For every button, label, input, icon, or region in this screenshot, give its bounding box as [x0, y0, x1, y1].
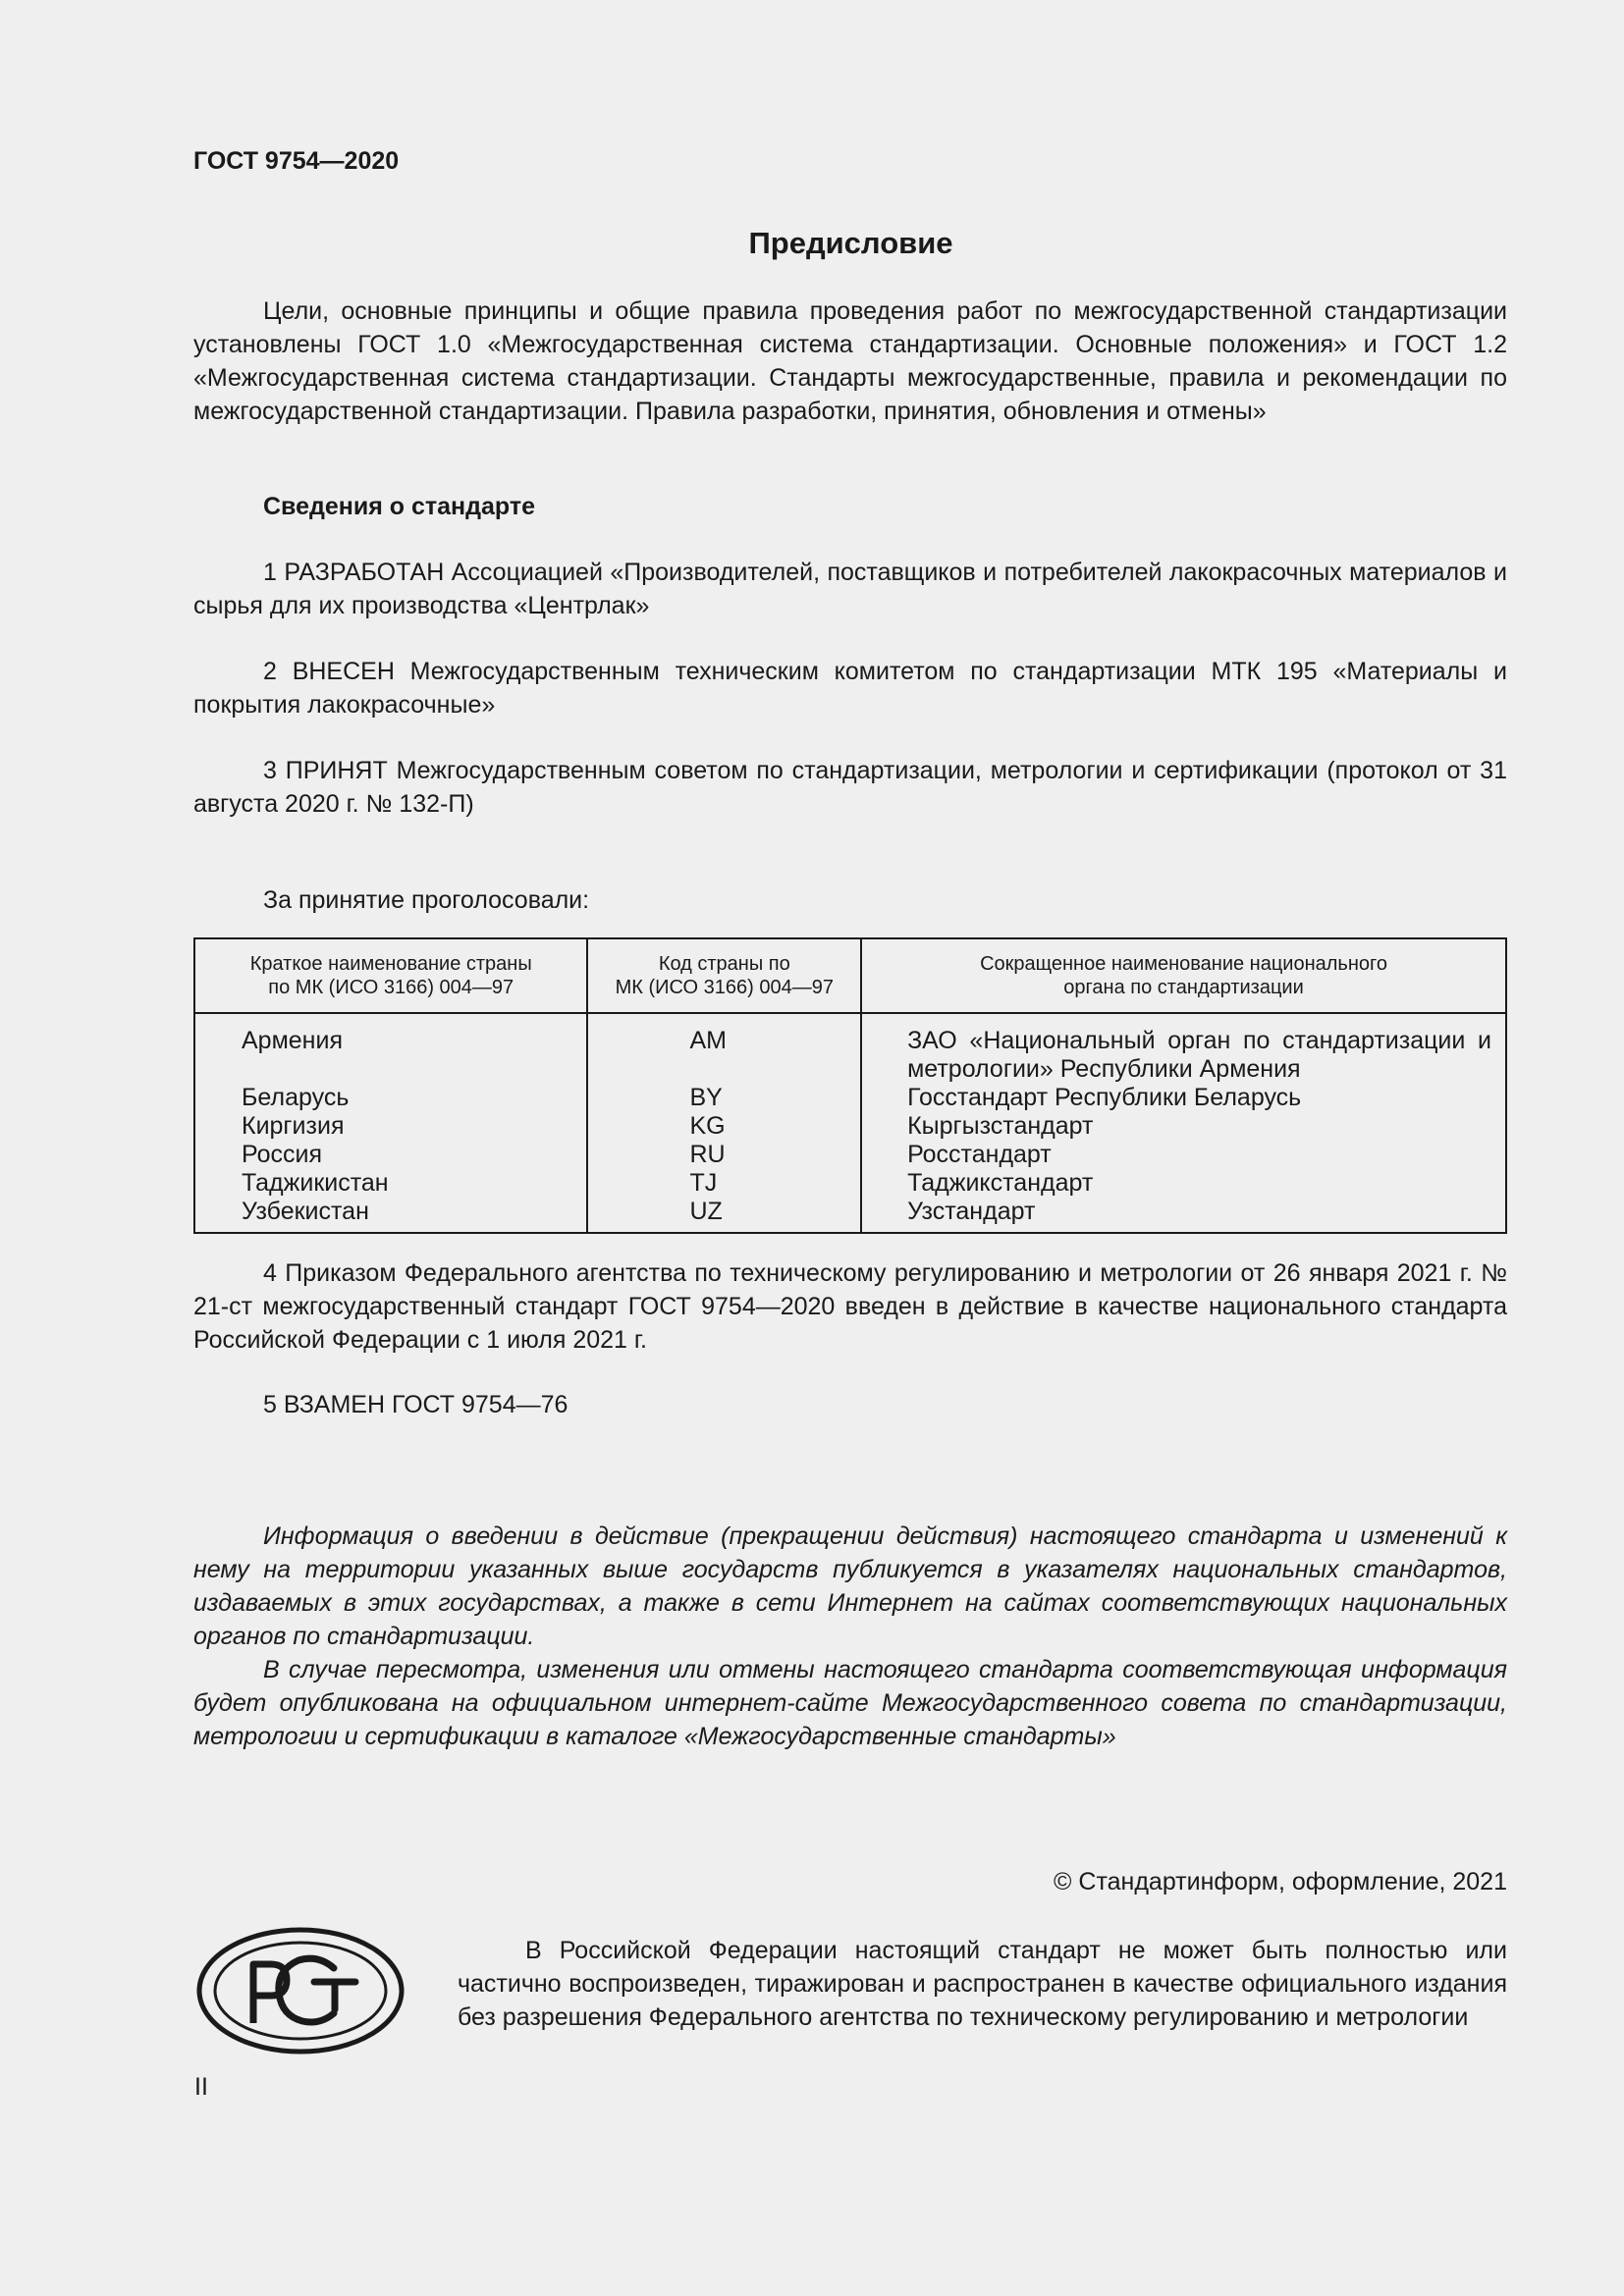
item-developed: 1 РАЗРАБОТАН Ассоциацией «Производителей, поставщиков и потребителей лакокрасочных материалов и сырья для их производства «Центрлак» [193, 559, 1507, 619]
page-title: Предисловие [748, 226, 953, 260]
header-code-line1: Код страны по [658, 953, 790, 975]
table-row [194, 1112, 1506, 1141]
country-cell: Таджикистан [194, 1169, 587, 1198]
info-block [193, 1520, 1507, 1753]
org-cell: Госстандарт Республики Беларусь [861, 1084, 1506, 1112]
copyright-notice: © Стандартинформ, оформление, 2021 [1054, 1868, 1507, 1896]
code-cell: UZ [587, 1198, 861, 1233]
org-cell: Кыргызстандарт [861, 1112, 1506, 1141]
header-code-line2: МК (ИСО 3166) 004—97 [615, 977, 834, 998]
table-row [194, 1084, 1506, 1112]
code-cell: AM [587, 1013, 861, 1084]
info-paragraph-revision: В случае пересмотра, изменения или отмены настоящего стандарта соответствующая информация будет опубликована на официальном интернет-сайте Межгосударственного совета по стандартизации, метрологии и сертификации в каталоге «Межгосударственные стандарты» [193, 1656, 1507, 1750]
header-org [861, 938, 1506, 1013]
info-paragraph-publication: Информация о введении в действие (прекращении действия) настоящего стандарта и изменений к нему на территории указанных выше государств публикуется в указателях национальных стандартов, издаваемых в этих государствах, а также в сети Интернет на сайтах соответствующих национальных органов по стандартизации. [193, 1522, 1507, 1650]
vote-label: За принятие проголосовали: [263, 886, 590, 914]
code-cell: RU [587, 1141, 861, 1169]
table-row [194, 1198, 1506, 1233]
intro-paragraph: Цели, основные принципы и общие правила проведения работ по межгосударственной стандартизации установлены ГОСТ 1.0 «Межгосударственная система стандартизации. Основные положения» и ГОСТ 1.2 «Межгосударственная система стандартизации. Стандарты межгосударственные, правила и рекомендации по межгосударственной стандартизации. Правила разработки, принятия, обновления и отмены» [193, 297, 1507, 425]
org-cell: Росстандарт [861, 1141, 1506, 1169]
table-row [194, 1141, 1506, 1169]
document-code: ГОСТ 9754—2020 [193, 147, 400, 175]
item-adopted: 3 ПРИНЯТ Межгосударственным советом по стандартизации, метрологии и сертификации (протокол от 31 августа 2020 г. № 132-П) [193, 757, 1507, 818]
code-cell: KG [587, 1112, 861, 1141]
country-cell: Беларусь [194, 1084, 587, 1112]
country-cell: Узбекистан [194, 1198, 587, 1233]
org-cell: ЗАО «Национальный орган по стандартизации и метрологии» Республики Армения [861, 1013, 1506, 1084]
table-header-row [194, 938, 1506, 1013]
pct-certification-mark-icon [196, 1927, 405, 2055]
item-enacted: 4 Приказом Федерального агентства по техническому регулированию и метрологии от 26 января 2021 г. № 21-ст межгосударственный стандарт ГОСТ 9754—2020 введен в действие в качестве национального стандарта Российской Федерации с 1 июля 2021 г. [193, 1259, 1507, 1354]
header-country-line2: по МК (ИСО 3166) 004—97 [268, 977, 514, 998]
item-submitted: 2 ВНЕСЕН Межгосударственным техническим комитетом по стандартизации МТК 195 «Материалы и покрытия лакокрасочные» [193, 658, 1507, 719]
org-cell: Узстандарт [861, 1198, 1506, 1233]
header-country-line1: Краткое наименование страны [249, 953, 532, 975]
header-org-line2: органа по стандартизации [1063, 977, 1304, 998]
country-cell: Россия [194, 1141, 587, 1169]
country-cell: Армения [194, 1013, 587, 1084]
table-row [194, 1013, 1506, 1084]
code-cell: BY [587, 1084, 861, 1112]
country-cell: Киргизия [194, 1112, 587, 1141]
table-row [194, 1169, 1506, 1198]
header-org-line1: Сокращенное наименование национального [980, 953, 1387, 975]
header-country [194, 938, 587, 1013]
org-cell: Таджикстандарт [861, 1169, 1506, 1198]
code-cell: TJ [587, 1169, 861, 1198]
page-number: II [194, 2073, 208, 2101]
header-code [587, 938, 861, 1013]
item-replaces: 5 ВЗАМЕН ГОСТ 9754—76 [263, 1391, 568, 1418]
rf-reproduction-notice: В Российской Федерации настоящий стандарт не может быть полностью или частично воспроизведен, тиражирован и распространен в качестве официального издания без разрешения Федерального агентства по техническому регулированию и метрологии [458, 1937, 1507, 2031]
voting-states-table [193, 937, 1507, 1234]
section-heading: Сведения о стандарте [263, 493, 536, 520]
